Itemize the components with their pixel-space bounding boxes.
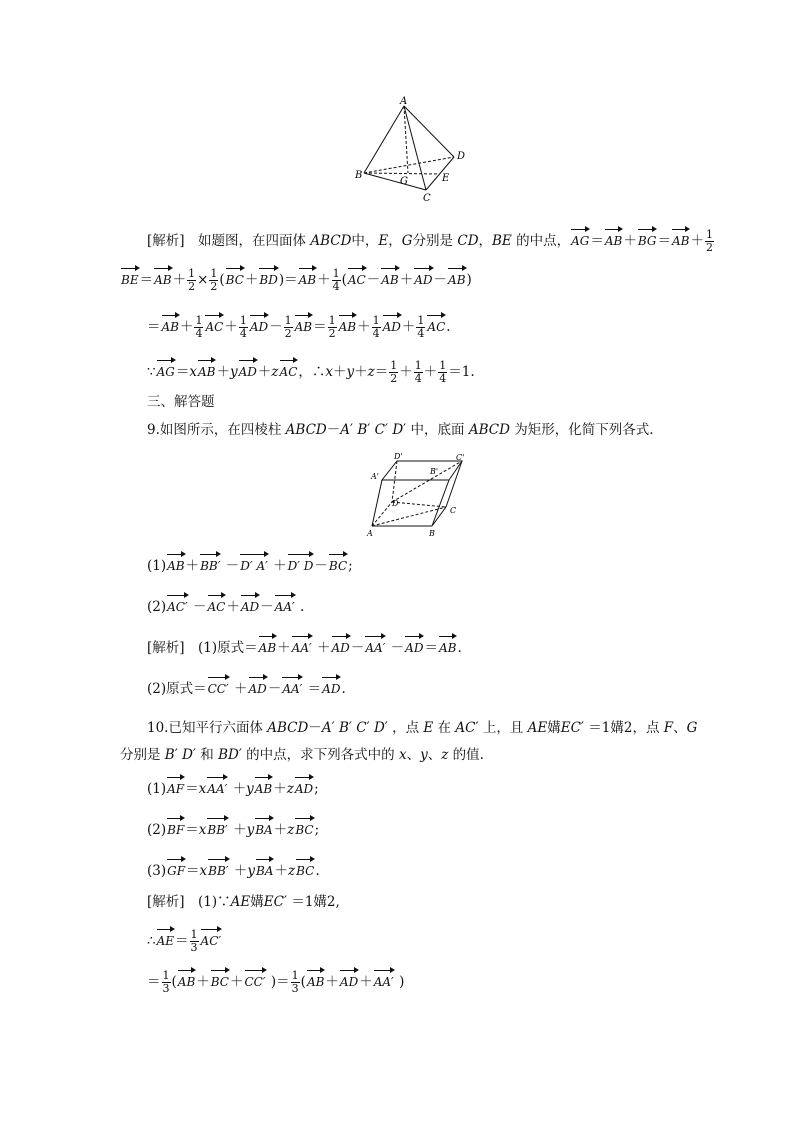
fig1-label: D — [457, 151, 466, 162]
text-line: (2)BF＝xBB′ ＋yBA＋zBC; — [147, 822, 320, 838]
text-line: (1)AF＝xAA′ ＋yAB＋zAD; — [147, 781, 319, 797]
fig2-label: B' — [430, 467, 439, 476]
fig2-label: C — [450, 506, 457, 515]
fig1-label: A — [400, 96, 408, 107]
text-line: ∵AG＝xAB＋yAD＋zAC，∴x＋y＋z＝ $\frac{1}{2}$ ＋ $\frac{1}{4}$ ＋ $\frac{1}{4}$ ＝1. — [147, 359, 475, 385]
text-line: 三、解答题 — [147, 394, 215, 410]
text-line: [解析] (1)∵AE媾EC′ ＝1媾2, — [147, 894, 340, 910]
fig1-label: E — [442, 173, 450, 184]
text-line: (2)AC′ －AC＋AD－AA′ . — [147, 599, 305, 615]
text-line: 分别是 B′ D′ 和 BD′ 的中点，求下列各式中的 x、y、z 的值. — [120, 747, 484, 763]
text-line: (1)AB＋BB′ －D′ A′ ＋D′ D－BC; — [147, 558, 353, 574]
fig2-label: C' — [456, 453, 465, 462]
prism-figure — [362, 450, 477, 540]
text-line: (2)原式＝CC′ ＋AD－AA′ ＝AD. — [147, 681, 346, 697]
fig2-label: D — [392, 499, 399, 508]
fig2-label: A — [367, 529, 373, 538]
text-line: BE＝AB＋ $\frac{1}{2}$ × $\frac{1}{2}$ (BC＋BD)＝AB＋ $\frac{1}{4}$ (AC－AB＋AD－AB) — [121, 267, 472, 293]
fig2-label: D' — [394, 452, 403, 461]
fig1-label: B — [355, 170, 363, 181]
fig2-label: B — [429, 529, 435, 538]
fig1-label: G — [400, 176, 408, 187]
text-line: 9.如图所示，在四棱柱 ABCD－A′ B′ C′ D′ 中，底面 ABCD 为矩形，化简下列各式. — [147, 422, 654, 438]
text-line: ∴AE＝ $\frac{1}{3}$ AC′ — [147, 928, 222, 954]
text-line: 10.已知平行六面体 ABCD－A′ B′ C′ D′ ，点 E 在 AC′ 上，且 AE媾EC′ ＝1媾2，点 F、G — [147, 720, 698, 736]
text-line: (3)GF＝xBB′ ＋yBA＋zBC. — [147, 863, 320, 879]
fig2-label: A' — [371, 472, 379, 481]
text-line: ＝ $\frac{1}{3}$ (AB＋BC＋CC′ )＝ $\frac{1}{3}$ (AB＋AD＋AA′ ) — [147, 969, 405, 995]
text-line: [解析] 如题图，在四面体 ABCD中，E，G分别是 CD，BE 的中点，AG＝AB＋BG＝AB＋ $\frac{1}{2}$ — [147, 228, 713, 254]
text-line: [解析] (1)原式＝AB＋AA′ ＋AD－AA′ －AD＝AB. — [147, 640, 462, 656]
tetrahedron-figure — [350, 94, 470, 204]
fig1-label: C — [423, 193, 431, 204]
text-line: ＝AB＋ $\frac{1}{4}$ AC＋ $\frac{1}{4}$ AD－ $\frac{1}{2}$ AB＝ $\frac{1}{2}$ AB＋ $\frac{1}{4}$ AD＋ $\frac{1}{4}$ AC. — [147, 314, 451, 340]
